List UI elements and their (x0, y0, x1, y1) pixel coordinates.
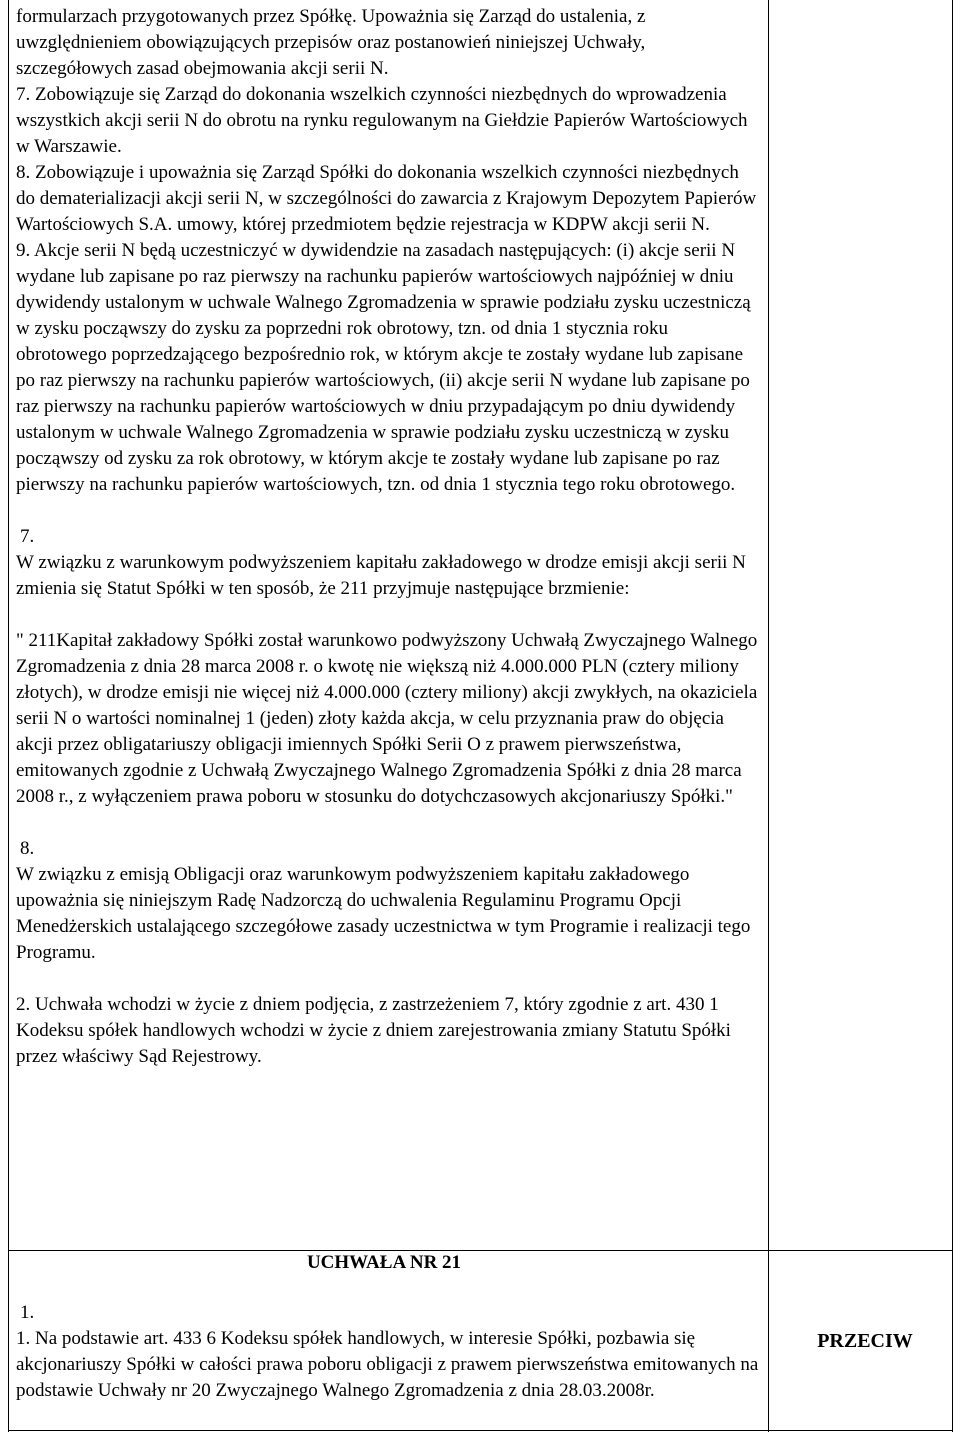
section-2-effective-date: 2. Uchwała wchodzi w życie z dniem podjęcia, z zastrzeżeniem 7, który zgodnie z art. 430 1 Kodeksu spółek handlowych wchodzi w życie z dniem zarejestrowania zmiany Statutu Spółki przez właściwy Sąd Rejestrowy. (16, 994, 731, 1067)
resolution-21-cell (16, 1300, 761, 1404)
paragraph-point-9: 9. Akcje serii N będą uczestniczyć w dywidendzie na zasadach następujących: (i) akcje serii N wydane lub zapisane po raz pierwszy na rachunku papierów wartościowych najpóźniej w dniu dywidendy ustalonym w uchwale Walnego Zgromadzenia w sprawie podziału zysku uczestniczą w zysku począwszy do zysku za poprzedni rok obrotowy, tzn. od dnia 1 stycznia roku obrotowego poprzedzającego bezpośrednio rok, w którym akcje te zostały wydane lub zapisane po raz pierwszy na rachunku papierów wartościowych, (ii) akcje serii N wydane lub zapisane po raz pierwszy na rachunku papierów wartościowych w dniu przypadającym po dniu dywidendy ustalonym w uchwale Walnego Zgromadzenia w sprawie podziału zysku uczestniczą w zysku począwszy od zysku za rok obrotowy, w którym akcje te zostały wydane lub zapisane po raz pierwszy na rachunku papierów wartościowych, tzn. od dnia 1 stycznia tego roku obrotowego. (16, 240, 751, 495)
table-left-border (8, 0, 9, 1432)
resolution-text-cell (16, 4, 761, 1070)
section-7-heading: 7. (20, 526, 35, 547)
table-right-border (952, 0, 953, 1432)
table-bottom-border (8, 1430, 953, 1431)
resolution-title: UCHWAŁA NR 21 (306, 1252, 462, 1273)
section-8-text: W związku z emisją Obligacji oraz warunkowym podwyższeniem kapitału zakładowego upoważnia się niniejszym Radę Nadzorczą do uchwalenia Regulaminu Programu Opcji Menedżerskich ustalającego szczegółowe zasady uczestnictwa w tym Programie i realizacji tego Programu. (16, 864, 751, 963)
paragraph-point-8: 8. Zobowiązuje i upoważnia się Zarząd Spółki do dokonania wszelkich czynności niezbędnych do dematerializacji akcji serii N, w szczególności do zawarcia z Krajowym Depozytem Papierów Wartościowych S.A. umowy, której przedmiotem będzie rejestracja w KDPW akcji serii N. (16, 162, 757, 235)
section-8-heading: 8. (20, 838, 35, 859)
section-7-statute-quote: " 211Kapitał zakładowy Spółki został warunkowo podwyższony Uchwałą Zwyczajnego Walnego Zgromadzenia z dnia 28 marca 2008 r. o kwotę nie większą niż 4.000.000 PLN (cztery miliony złotych), w drodze emisji nie więcej niż 4.000.000 (cztery miliony) akcji zwykłych, na okaziciela serii N o wartości nominalnej 1 (jeden) złoty każda akcja, w celu przyznania praw do objęcia akcji przez obligatariuszy obligacji imiennych Spółki Serii O z prawem pierwszeństwa, emitowanych zgodnie z Uchwałą Zwyczajnego Walnego Zgromadzenia Spółki z dnia 28 marca 2008 r., z wyłączeniem prawa poboru w stosunku do dotychczasowych akcjonariuszy Spółki." (16, 630, 758, 807)
section-7-intro: W związku z warunkowym podwyższeniem kapitału zakładowego w drodze emisji akcji serii N zmienia się Statut Spółki w ten sposób, że 211 przyjmuje następujące brzmienie: (16, 552, 746, 599)
table-middle-border (768, 0, 769, 1432)
paragraph-subscription-rules: formularzach przygotowanych przez Spółkę. Upoważnia się Zarząd do ustalenia, z uwzględnieniem obowiązujących przepisów oraz postanowień niniejszej Uchwały, szczegółowych zasad obejmowania akcji serii N. (16, 6, 646, 79)
resolution-21-section-heading: 1. (20, 1302, 35, 1323)
resolution-21-text: 1. Na podstawie art. 433 6 Kodeksu spółek handlowych, w interesie Spółki, pozbawia się akcjonariuszy Spółki w całości prawa poboru obligacji z prawem pierwszeństwa emitowanych na podstawie Uchwały nr 20 Zwyczajnego Walnego Zgromadzenia z dnia 28.03.2008r. (16, 1328, 759, 1401)
vote-against-label: PRZECIW (817, 1330, 913, 1352)
paragraph-point-7: 7. Zobowiązuje się Zarząd do dokonania wszelkich czynności niezbędnych do wprowadzenia wszystkich akcji serii N do obrotu na rynku regulowanym na Giełdzie Papierów Wartościowych w Warszawie. (16, 84, 748, 157)
